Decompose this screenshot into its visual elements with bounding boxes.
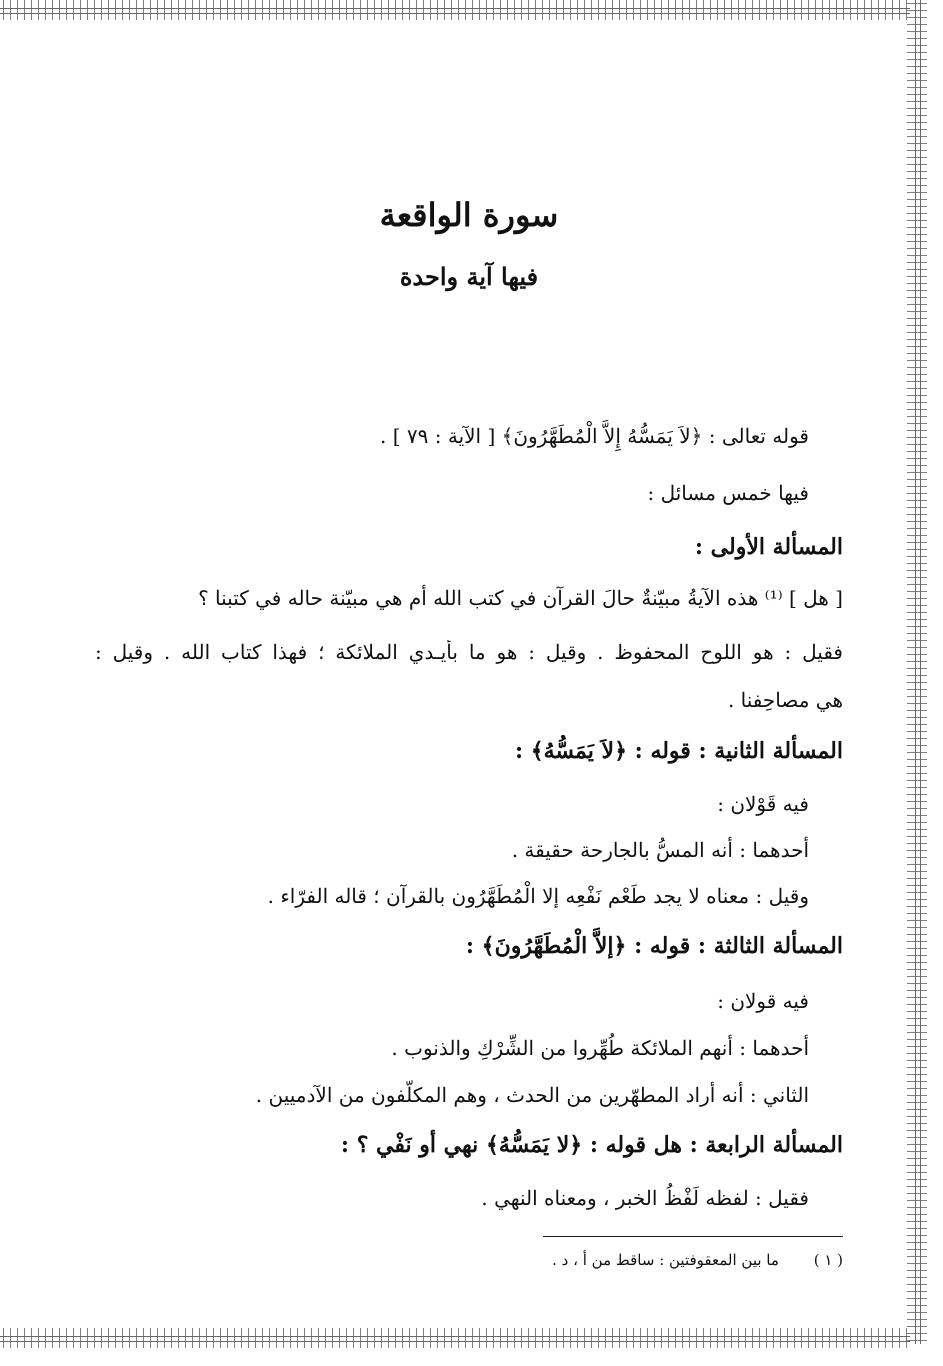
surah-title: سورة الواقعة	[379, 196, 559, 234]
decorative-border-bottom	[0, 1328, 910, 1348]
footnote-text: ما بين المعقوفتين : ساقط من أ ، د .	[552, 1251, 779, 1269]
decorative-border-right	[907, 0, 927, 1344]
text-line: فيه قولان :	[717, 989, 809, 1013]
verse-line: قوله تعالى : ﴿لاَ يَمَسُّهُ إِلاَّ الْمُطَهَّرُونَ﴾ [ الآية : ٧٩ ] .	[380, 424, 809, 448]
surah-subtitle: فيها آية واحدة	[399, 262, 539, 291]
issue-heading-1: المسألة الأولى :	[694, 534, 843, 560]
text-line: [ هل ] ⁽¹⁾ هذه الآيةُ مبيّنةٌ حالَ القرآن في كتب الله أم هي مبيّنة حاله في كتبنا ؟	[198, 586, 843, 610]
text-line: هي مصاحِفنا .	[727, 688, 843, 712]
text-line: فيه قَوْلان :	[717, 792, 809, 816]
footnote-number: ( ١ )	[813, 1251, 843, 1269]
text-line: فقيل : لفظه لَفْظُ الخبر ، ومعناه النهي .	[481, 1186, 809, 1210]
footnote-separator	[543, 1236, 843, 1237]
book-page	[95, 0, 843, 1320]
text-line: الثاني : أنه أراد المطهّرين من الحدث ، وهم المكلّفون من الآدميين .	[255, 1083, 809, 1107]
text-line: أحدهما : أنه المسُّ بالجارحة حقيقة .	[511, 838, 809, 862]
issue-heading-2: المسألة الثانية : قوله : ﴿لاَ يَمَسُّهُ﴾ :	[514, 738, 843, 764]
text-line: أحدهما : أنهم الملائكة طُهِّروا من الشِّرْكِ والذنوب .	[391, 1036, 809, 1060]
text-line: فقيل : هو اللوح المحفوظ . وقيل : هو ما بأيـدي الملائكة ؛ فهذا كتاب الله . وقيل :	[95, 640, 843, 664]
text-line: وقيل : معناه لا يجد طَعْم نَفْعِه إلا الْمُطَهَّرُون بالقرآن ؛ قاله الفرّاء .	[267, 884, 809, 908]
issue-heading-3: المسألة الثالثة : قوله : ﴿إلاَّ الْمُطَهَّرُونَ﴾ :	[465, 933, 843, 959]
issue-heading-4: المسألة الرابعة : هل قوله : ﴿لا يَمَسُّهُ﴾ نهي أو نَفْي ؟ :	[340, 1132, 843, 1158]
footnote	[552, 1251, 843, 1269]
text-line: فيها خمس مسائل :	[647, 481, 809, 505]
